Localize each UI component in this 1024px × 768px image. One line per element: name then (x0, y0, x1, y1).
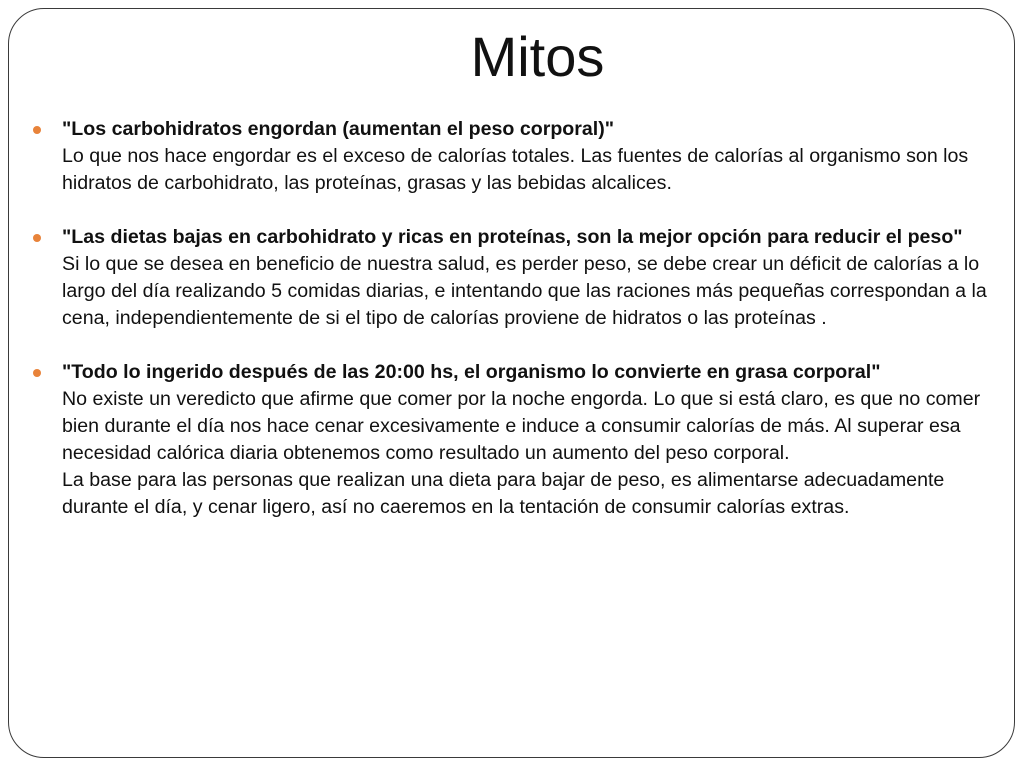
bullet-body: No existe un veredicto que afirme que comer por la noche engorda. Lo que si está claro, es que no comer bien durante el día nos hace cenar excesivamente e induce a consumir calorías de más. Al superar esa necesidad calórica diaria obtenemos como resultado un aumento del peso corporal. (62, 388, 981, 464)
bullet-dot-icon (33, 234, 41, 242)
bullet-dot-icon (33, 126, 41, 134)
slide-title: Mitos (470, 25, 605, 88)
bullet-heading: "Las dietas bajas en carbohidrato y ricas en proteínas, son la mejor opción para reducir el peso" (62, 226, 963, 248)
bullet-body: Lo que nos hace engordar es el exceso de calorías totales. Las fuentes de calorías al organismo son los hidratos de carbohidrato, las proteínas, grasas y las bebidas alcalices. (62, 145, 969, 194)
bullet-heading: "Todo lo ingerido después de las 20:00 hs, el organismo lo convierte en grasa corporal" (62, 361, 881, 383)
bullet-item (62, 224, 1007, 332)
bullet-dot-icon (33, 369, 41, 377)
bullet-item (62, 359, 1007, 521)
bullet-item (62, 116, 1007, 197)
bullet-body: Si lo que se desea en beneficio de nuestra salud, es perder peso, se debe crear un déficit de calorías a lo largo del día realizando 5 comidas diarias, e intentando que las raciones más pequeñas correspondan a la cena, independientemente de si el tipo de calorías proviene de hidratos o las proteínas . (62, 253, 987, 329)
bullet-heading: "Los carbohidratos engordan (aumentan el peso corporal)" (62, 118, 615, 140)
bullet-body: La base para las personas que realizan una dieta para bajar de peso, es alimentarse adecuadamente durante el día, y cenar ligero, así no caeremos en la tentación de consumir calorías extras. (62, 469, 945, 518)
bullet-list (62, 116, 1007, 548)
